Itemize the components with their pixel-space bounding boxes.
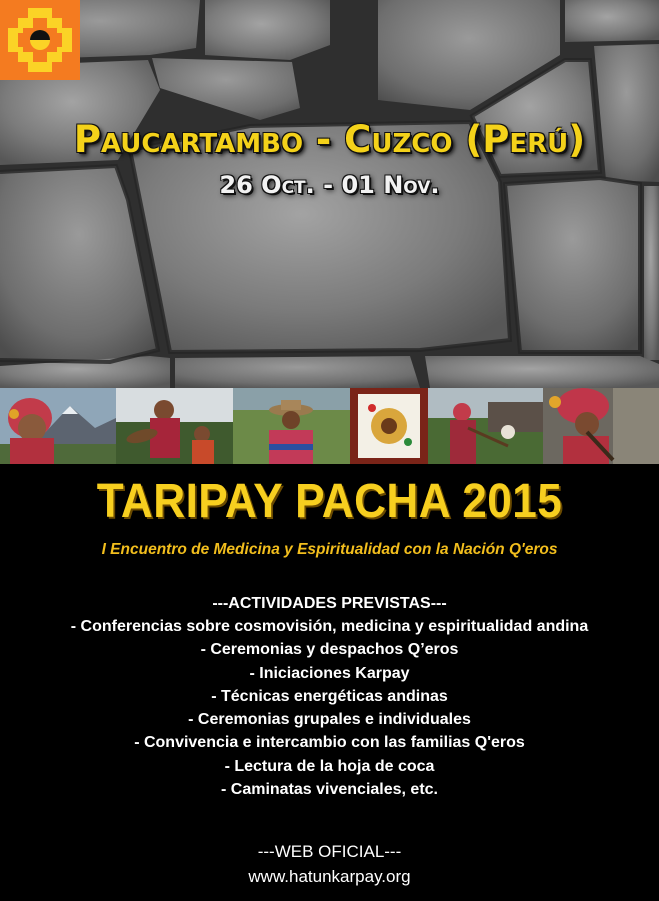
event-dates: 26 Oct. - 01 Nov. <box>219 171 440 199</box>
event-title: TARIPAY PACHA 2015 <box>96 475 563 528</box>
photo-strip <box>0 388 659 464</box>
event-subtitle: I Encuentro de Medicina y Espiritualidad con la Nación Q'eros <box>101 541 558 558</box>
list-item: - Conferencias sobre cosmovisión, medicina y espiritualidad andina <box>70 618 589 635</box>
photo-ceremony-participants <box>428 388 543 464</box>
photo-quechua-elder-mountains <box>0 388 116 464</box>
activities-list <box>0 615 659 801</box>
activities-heading: ---ACTIVIDADES PREVISTAS--- <box>212 595 447 612</box>
photo-woman-in-hat <box>233 388 350 464</box>
photo-coca-offering-despacho <box>350 388 428 464</box>
list-item: - Caminatas vivenciales, etc. <box>221 781 438 799</box>
chakana-logo-icon <box>0 0 80 80</box>
photo-musician-with-charango <box>116 388 233 464</box>
list-item: - Técnicas energéticas andinas <box>211 687 448 705</box>
list-item: - Lectura de la hoja de coca <box>224 757 435 775</box>
event-location: Paucartambo - Cuzco (Perú) <box>73 118 586 161</box>
website-url[interactable]: www.hatunkarpay.org <box>248 867 411 886</box>
list-item: - Iniciaciones Karpay <box>249 664 410 682</box>
photo-elder-playing-flute <box>543 388 659 464</box>
list-item: - Convivencia e intercambio con las familias Q'eros <box>134 734 525 752</box>
inca-stone-wall-background <box>0 0 659 388</box>
website-heading: ---WEB OFICIAL--- <box>257 842 402 861</box>
list-item: - Ceremonias grupales e individuales <box>188 711 471 729</box>
list-item: - Ceremonias y despachos Q’eros <box>200 641 459 659</box>
